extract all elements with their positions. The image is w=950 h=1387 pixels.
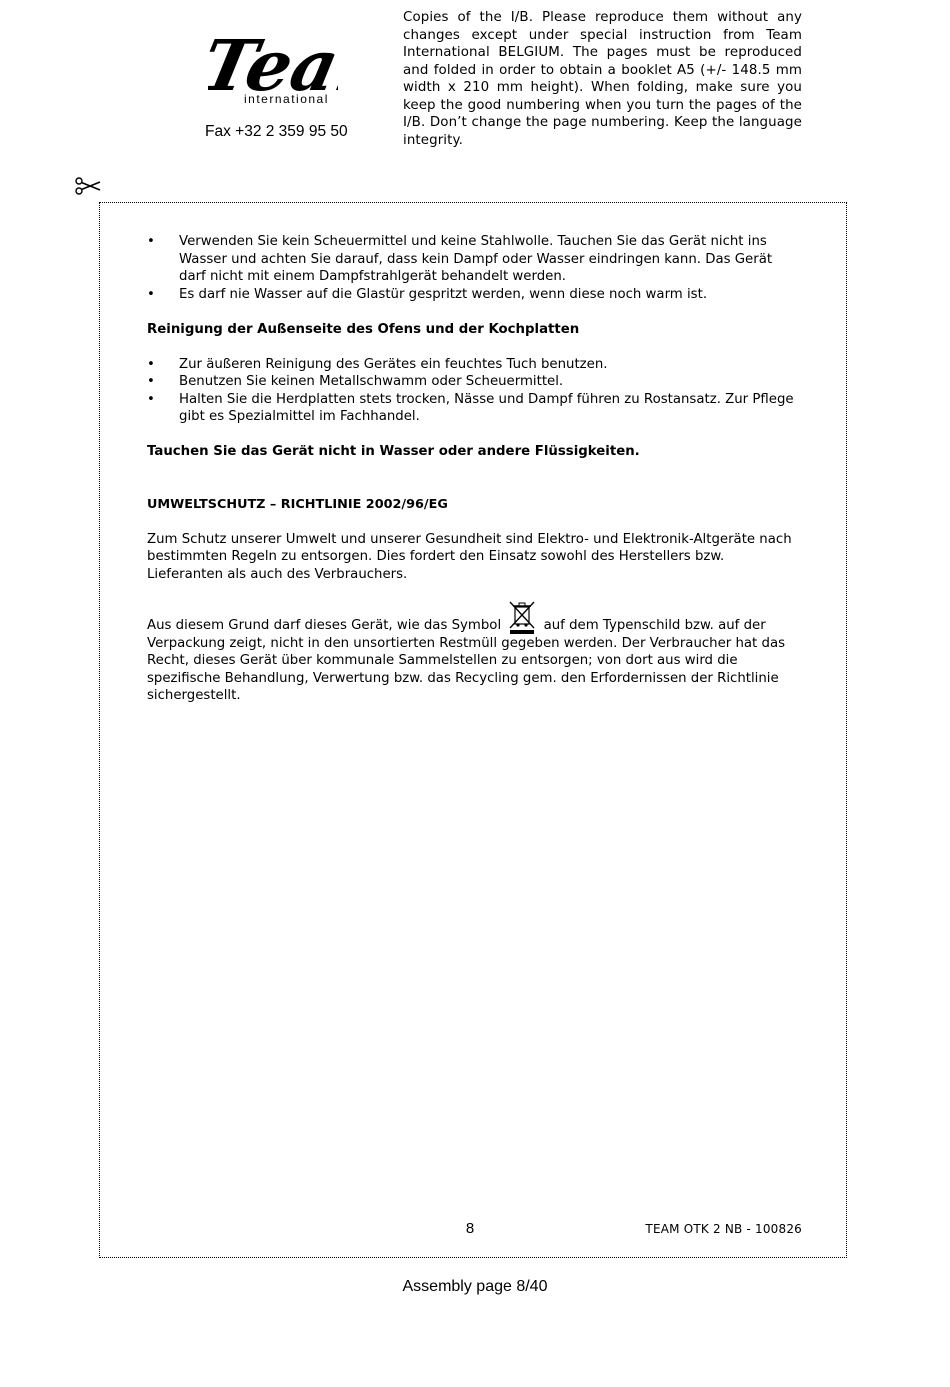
disposal-text-after: auf dem Typenschild bzw. auf der Verpackung zeigt, nicht in den unsortierten Restmüll gegeben werden. Der Verbraucher hat das Recht, dieses Gerät über kommunale Sammelstellen zu entsorgen; von dort aus wird die spezifische Behandlung, Verwertung bzw. das Recycling gem. den Erfordernissen der Richtlinie sichergestellt. — [147, 617, 786, 703]
list-item: • Es darf nie Wasser auf die Glastür gespritzt werden, wenn diese noch warm ist. — [147, 286, 797, 304]
list-item: • Zur äußeren Reinigung des Gerätes ein feuchtes Tuch benutzen. — [147, 356, 797, 374]
page-content — [147, 233, 797, 705]
page-number: 8 — [465, 1220, 475, 1237]
scissors-icon — [74, 176, 102, 196]
environment-paragraph: Zum Schutz unserer Umwelt und unserer Gesundheit sind Elektro- und Elektronik-Altgeräte nach bestimmten Regeln zu entsorgen. Dies fordert den Einsatz sowohl des Herstellers bzw. Lieferanten als auch des Verbrauchers. — [147, 531, 792, 582]
warning-text: Tauchen Sie das Gerät nicht in Wasser oder andere Flüssigkeiten. — [147, 444, 640, 459]
cleaning-list-2 — [147, 356, 797, 426]
team-international-logo — [208, 6, 338, 110]
list-item: • Verwenden Sie kein Scheuermittel und keine Stahlwolle. Tauchen Sie das Gerät nicht ins Wasser und achten Sie darauf, dass kein Dampf oder Wasser eindringen kann. Das Gerät darf nicht mit einem Dampfstrahlgerät behandelt werden. — [147, 233, 797, 286]
assembly-page-label: Assembly page 8/40 — [402, 1278, 548, 1295]
model-reference: TEAM OTK 2 NB - 100826 — [645, 1222, 802, 1236]
list-item: • Benutzen Sie keinen Metallschwamm oder Scheuermittel. — [147, 373, 797, 391]
crossed-bin-icon — [507, 601, 537, 635]
environment-heading: UMWELTSCHUTZ – RICHTLINIE 2002/96/EG — [147, 496, 448, 512]
reproduction-instructions: Copies of the I/B. Please reproduce them without any changes except under special instruction from Team International BELGIUM. The pages must be reproduced and folded in order to obtain a booklet A5 (+/- 148.5 mm width x 210 mm height). When folding, make sure you keep the good numbering when you turn the pages of the I/B. Don’t change the page numbering. Keep the language integrity. — [403, 10, 802, 148]
section-heading: Reinigung der Außenseite des Ofens und der Kochplatten — [147, 321, 580, 337]
disposal-paragraph — [147, 601, 797, 705]
list-item: • Halten Sie die Herdplatten stets trocken, Nässe und Dampf führen zu Rostansatz. Zur Pflege gibt es Spezialmittel im Fachhandel. — [147, 391, 797, 426]
cleaning-list-1 — [147, 233, 797, 303]
fax-number: Fax +32 2 359 95 50 — [205, 123, 348, 140]
logo-sub-text: international — [244, 92, 329, 106]
disposal-text-before: Aus diesem Grund darf dieses Gerät, wie das Symbol — [147, 617, 502, 633]
logo-main-text: Team — [208, 24, 338, 107]
